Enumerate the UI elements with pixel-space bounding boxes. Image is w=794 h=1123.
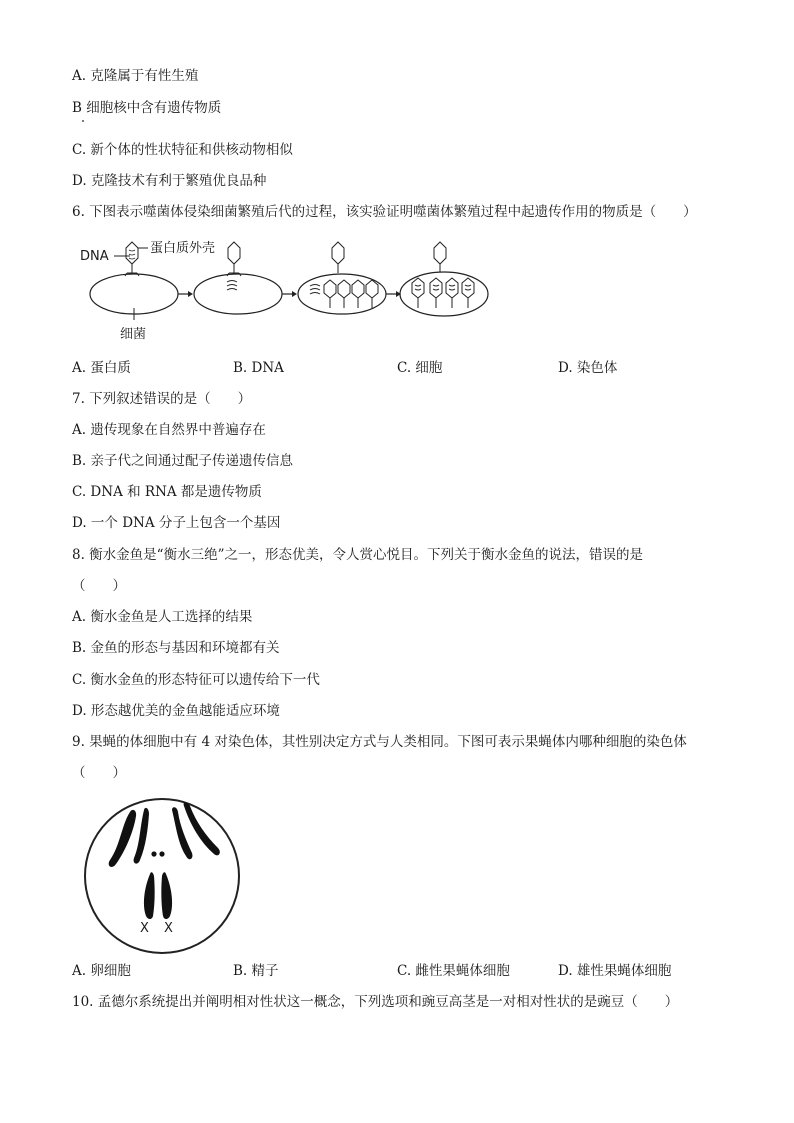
q5-option-a: A. 克隆属于有性生殖 (72, 68, 199, 84)
phage-attached (125, 242, 139, 276)
q9-option-a: A. 卵细胞 (72, 963, 131, 979)
dna-label: DNA (80, 249, 109, 264)
q5-option-c: C. 新个体的性状特征和供核动物相似 (72, 142, 293, 158)
chromosome-x-left (144, 872, 155, 919)
bacteria-label: 细菌 (120, 327, 147, 342)
q6-option-c: C. 细胞 (397, 360, 443, 376)
q6-options (72, 359, 732, 377)
q8-option-a: A. 衡水金鱼是人工选择的结果 (72, 609, 253, 625)
x-label-right: X (164, 921, 173, 936)
q7-stem: 7. 下列叙述错误的是（ ） (72, 391, 252, 407)
chromosome-left-outer (109, 810, 136, 867)
q7-option-a: A. 遗传现象在自然界中普遍存在 (72, 422, 266, 438)
q8-option-d: D. 形态越优美的金鱼越能适应环境 (72, 703, 280, 719)
stage-3 (298, 242, 386, 314)
q7-option-b: B. 亲子代之间通过配子传递遗传信息 (72, 453, 294, 469)
q6-option-a: A. 蛋白质 (72, 360, 131, 376)
q9-stem-line2: （ ） (72, 765, 126, 781)
stage-4 (400, 242, 488, 316)
q7-option-c: C. DNA 和 RNA 都是遗传物质 (72, 484, 262, 500)
q8-option-b: B. 金鱼的形态与基因和环境都有关 (72, 640, 280, 656)
q9-stem-line1: 9. 果蝇的体细胞中有 4 对染色体，其性别决定方式与人类相同。下图可表示果蝇体内哪种细胞的染色体 (72, 734, 687, 750)
q9-option-c: C. 雌性果蝇体细胞 (397, 963, 510, 979)
shell-label: 蛋白质外壳 (150, 241, 216, 256)
stray-mark (82, 120, 84, 122)
q9-options (72, 962, 732, 980)
q5-option-d: D. 克隆技术有利于繁殖优良品种 (72, 173, 267, 189)
q6-stem: 6. 下图表示噬菌体侵染细菌繁殖后代的过程，该实验证明噬菌体繁殖过程中起遗传作用的物质是（ ） (72, 204, 697, 220)
q8-stem-line1: 8. 衡水金鱼是“衡水三绝”之一，形态优美，令人赏心悦目。下列关于衡水金鱼的说法，错误的是 (72, 547, 643, 563)
q8-stem-line2: （ ） (72, 578, 126, 594)
chromosome-cell-diagram (82, 796, 242, 956)
q10-stem: 10. 孟德尔系统提出并阐明相对性状这一概念，下列选项和豌豆高茎是一对相对性状的是豌豆（ ） (72, 994, 679, 1010)
q6-option-d: D. 染色体 (558, 360, 618, 376)
q7-option-d: D. 一个 DNA 分子上包含一个基因 (72, 515, 281, 531)
bacterium-2 (194, 274, 282, 314)
q6-option-b: B. DNA (233, 360, 284, 376)
x-label-left: X (140, 921, 149, 936)
q9-option-d: D. 雄性果蝇体细胞 (558, 963, 672, 979)
bacterium-3 (298, 274, 386, 314)
q5-option-b: B 细胞核中含有遗传物质 (72, 100, 222, 116)
chromosome-dot-1 (151, 851, 156, 856)
q8-option-c: C. 衡水金鱼的形态特征可以遗传给下一代 (72, 672, 320, 688)
phage-infection-diagram (72, 232, 512, 352)
chromosome-x-right (161, 872, 172, 919)
chromosome-dot-2 (159, 851, 164, 856)
q9-option-b: B. 精子 (233, 963, 279, 979)
